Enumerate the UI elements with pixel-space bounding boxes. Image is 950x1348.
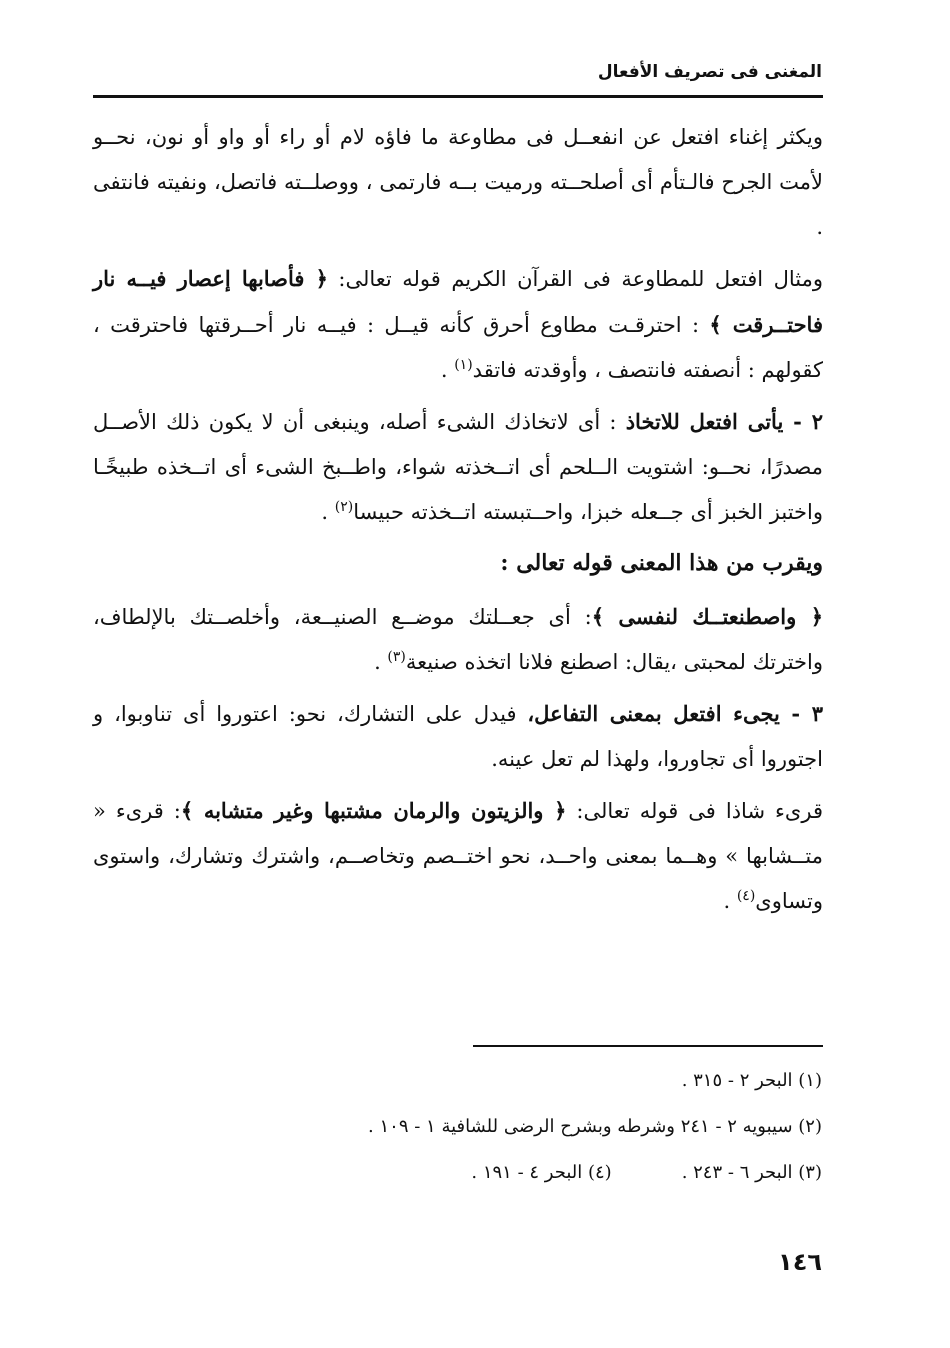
- section-2-lead: ٢ - يأتى افتعل للاتخاذ: [625, 409, 824, 434]
- paragraph-6: [93, 788, 823, 924]
- footnote-row-3-4: [122, 1150, 822, 1196]
- running-header: المغنى فى تصريف الأفعال: [597, 62, 822, 82]
- paragraph-6-end: .: [723, 889, 737, 913]
- footnote-ref-3: (٣): [387, 649, 406, 665]
- page-number: ١٤٦: [778, 1248, 822, 1276]
- paragraph-2: [93, 256, 823, 393]
- main-text: [93, 115, 823, 930]
- footnote-ref-1: (١): [454, 357, 473, 373]
- paragraph-2-end: .: [440, 358, 455, 382]
- paragraph-3-text: : أى لاتخاذك الشىء أصله، وينبغى أن لا يكون ذلك الأصــل مصدرًا، نحــو: اشتويت الــلحم أى اتــخذته شواء، واطــبخ الشىء أى اتــخذه طبيخًـا واختبز الخبز أى جــعله خبزا، واحــتبسته اتــخذته حبيسا: [93, 410, 823, 524]
- paragraph-4-end: .: [374, 650, 388, 674]
- quran-quote-2: ﴿ واصطنعتــك لنفسى ﴾: [591, 604, 824, 629]
- paragraph-1-text: ويكثر إغناء افتعل عن انفعــل فى مطاوعة ما فاؤه لام أو راء أو واو أو نون، نحــو لأمت الجرح فالـتأم أى أصلحــته ورميت بــه فارتمى ، ووصلــته فاتصل، ونفيته فانتفى .: [93, 125, 823, 239]
- paragraph-5: [93, 691, 823, 782]
- paragraph-2-text-b: : احترقـت مطاوع أحرق كأنه قيــل : فيــه نار أحــرقتها فاحترقت ، كقولهم : أنصفته فانتصف ، وأوقدته فاتقد: [93, 313, 823, 382]
- footnote-2: (٢) سيبويه ٢ - ٢٤١ وشرطه وبشرح الرضى للشافية ١ - ١٠٩ .: [368, 1116, 822, 1137]
- footnote-4: (٤) البحر ٤ - ١٩١ .: [471, 1162, 612, 1183]
- footnotes: [122, 1058, 822, 1196]
- footnote-3: (٣) البحر ٦ - ٢٤٣ .: [681, 1162, 822, 1183]
- paragraph-4-text: : أى جعــلتك موضــع الصنيــعة، وأخلصــتك بالإلطاف، واخترتك لمحبتى ،يقال: اصطنع فلانا اتخذه صنيعة: [93, 605, 823, 674]
- paragraph-2-text-a: ومثال افتعل للمطاوعة فى القرآن الكريم قوله تعالى:: [327, 267, 824, 291]
- footnote-rule: [473, 1045, 823, 1047]
- quran-quote-1: ﴿ فأصابها إعصار فيــه نار فاحتــرقت ﴾: [93, 266, 823, 337]
- footnote-ref-2: (٢): [334, 499, 354, 515]
- paragraph-4: [93, 594, 823, 685]
- paragraph-3-end: .: [321, 500, 335, 524]
- footnote-1: (١) البحر ٢ - ٣١٥ .: [681, 1070, 822, 1091]
- section-3-lead: ٣ - يجىء افتعل بمعنى التفاعل،: [527, 701, 823, 726]
- paragraph-3: [93, 399, 823, 535]
- quran-quote-3: ﴿ والزيتون والرمان مشتبها وغير متشابه ﴾: [180, 798, 567, 823]
- header-rule: [93, 95, 823, 98]
- footnote-ref-4: (٤): [736, 888, 756, 904]
- paragraph-5-text: فيدل على التشارك، نحو: اعتوروا أى تناوبوا، و اجتوروا أى تجاوروا، ولهذا لم تعل عينه.: [93, 702, 823, 771]
- paragraph-1: [93, 115, 823, 250]
- paragraph-6-text-b: : قرىء « متــشابها » وهــما بمعنى واحــد، نحو اختــصم وتخاصــم، واشترك وتشارك، واستوى وتساوى: [93, 799, 823, 913]
- paragraph-6-text-a: قرىء شاذا فى قوله تعالى:: [566, 799, 823, 823]
- section-heading: ويقرب من هذا المعنى قوله تعالى :: [500, 550, 823, 576]
